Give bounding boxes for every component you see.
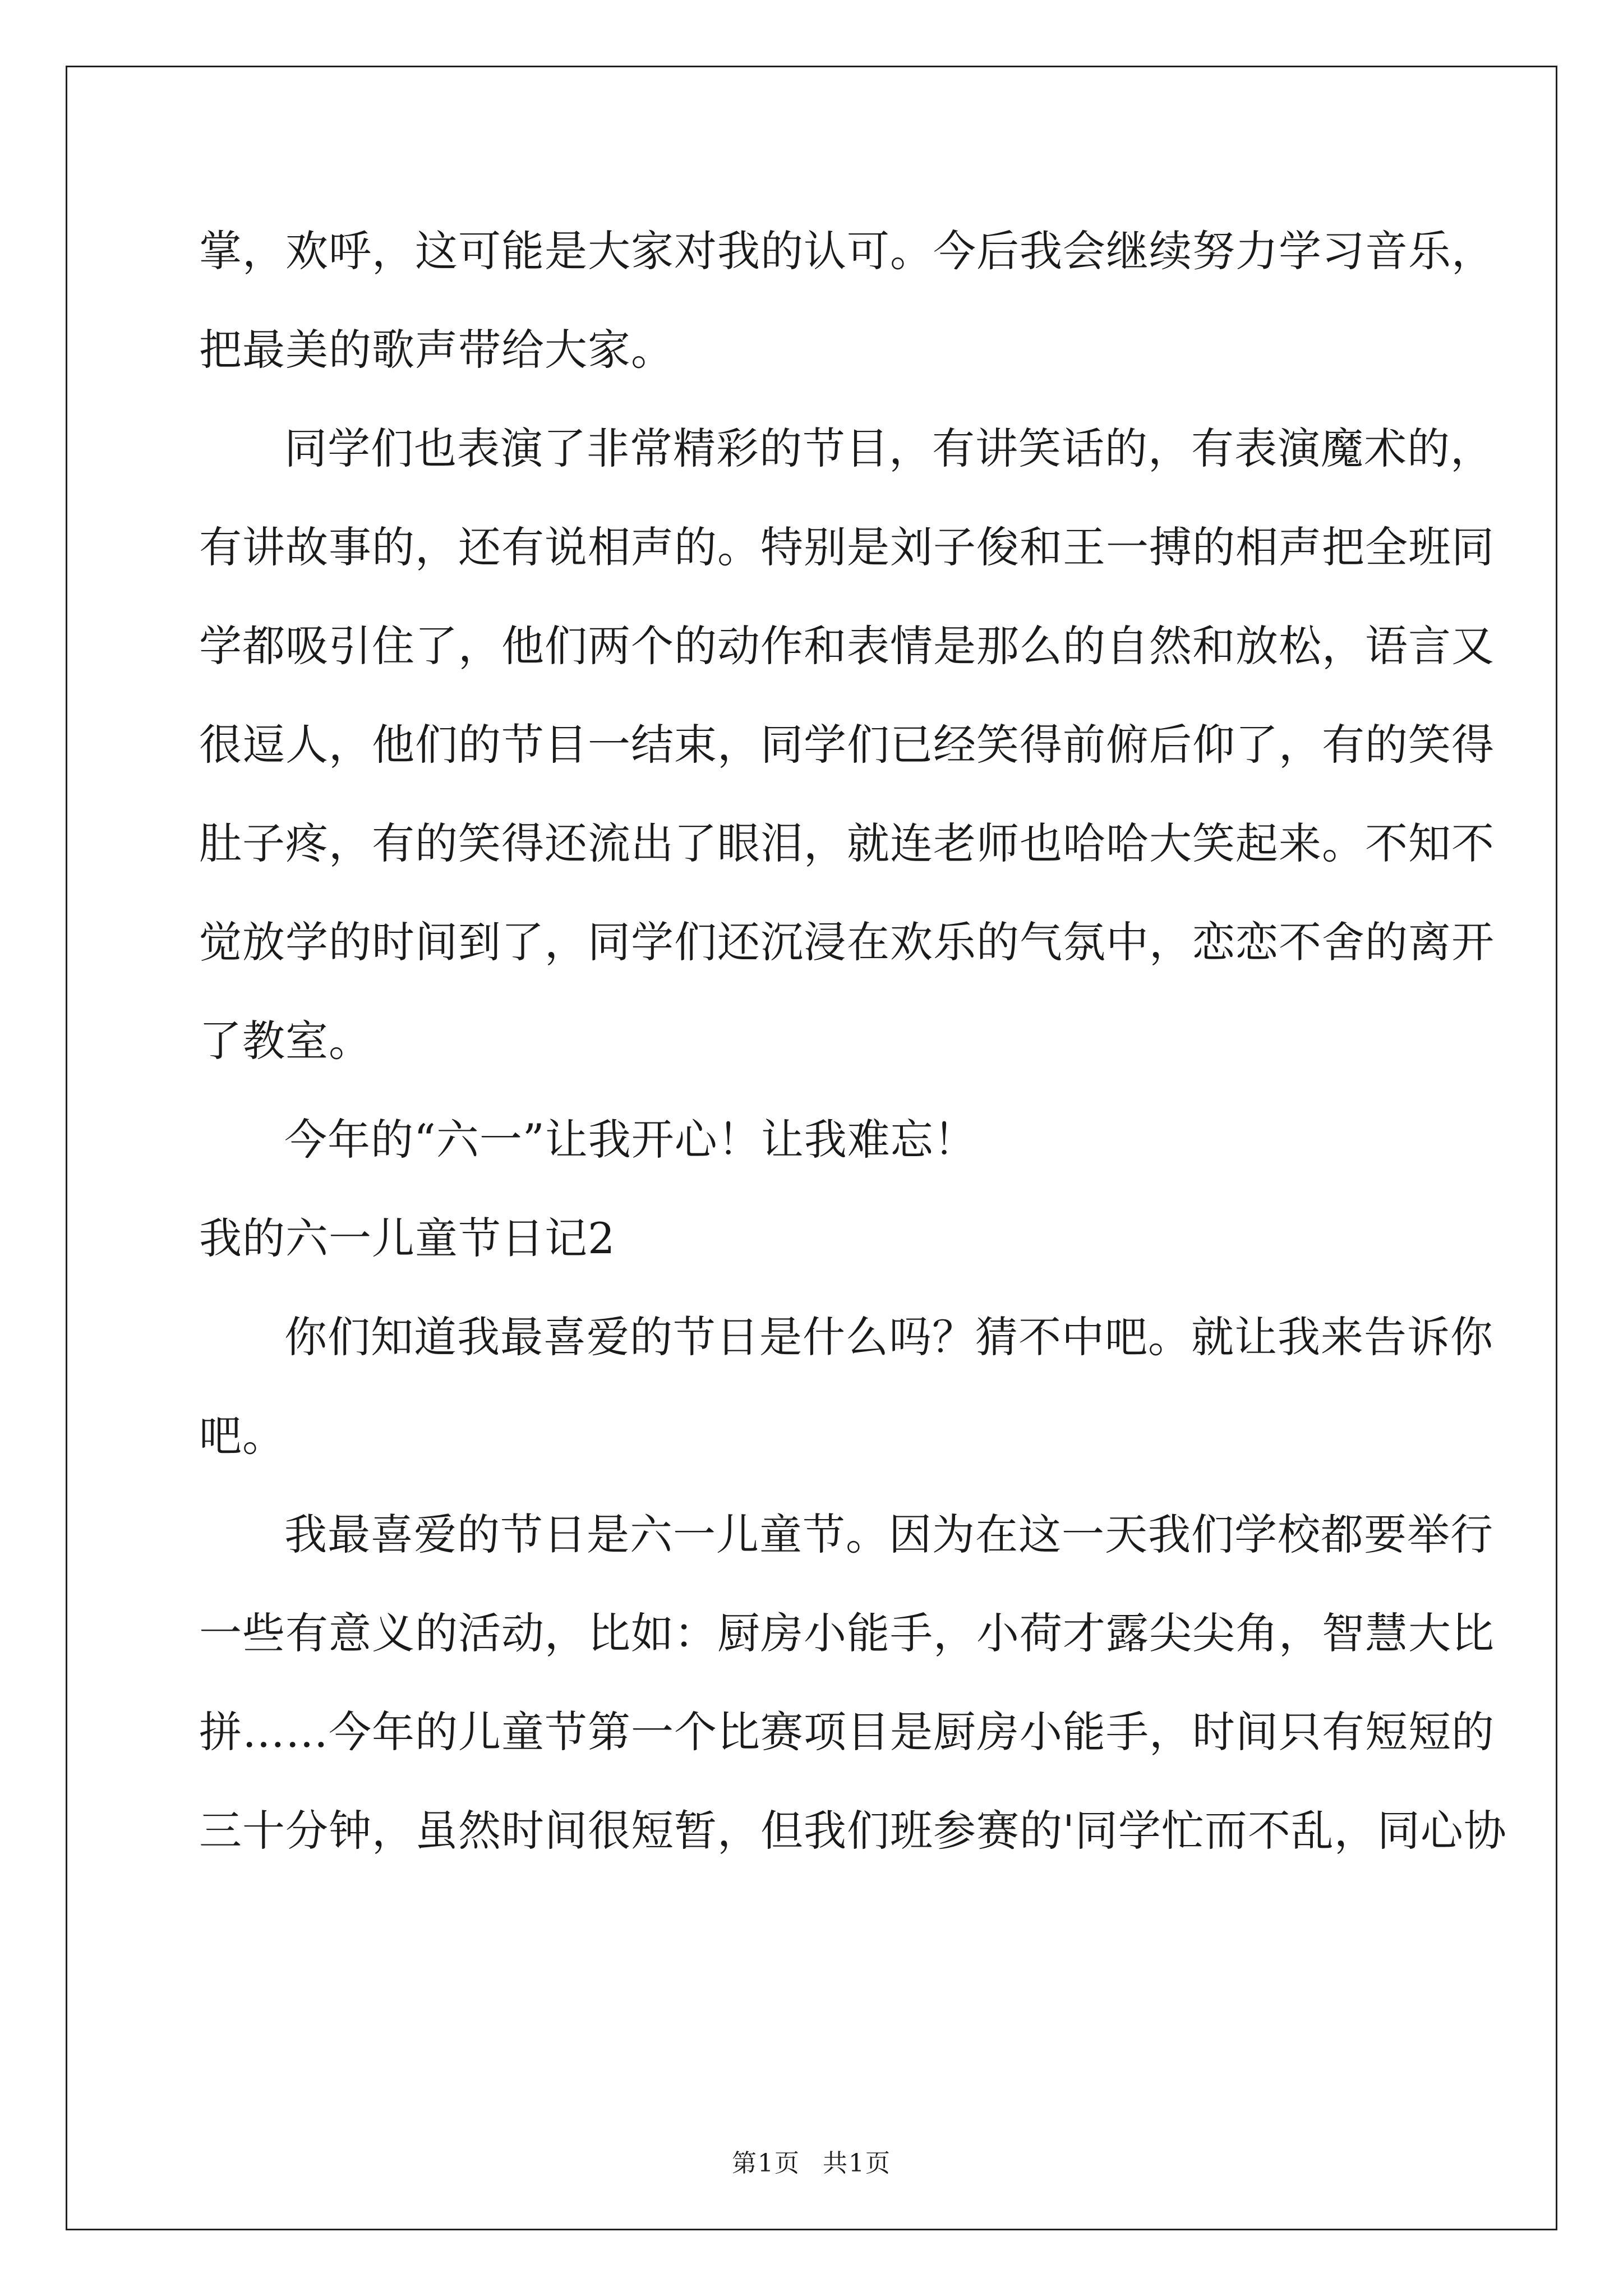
text-line: 我最喜爱的节日是六一儿童节。因为在这一天我们学校都要举行 bbox=[284, 1510, 1493, 1559]
text-line: 很逗人，他们的节目一结束，同学们已经笑得前俯后仰了，有的笑得 bbox=[199, 720, 1495, 770]
page-footer bbox=[0, 2143, 1623, 2179]
text-line: 吧。 bbox=[199, 1411, 285, 1461]
text-line: 三十分钟，虽然时间很短暂，但我们班参赛的'同学忙而不乱，同心协 bbox=[199, 1806, 1507, 1856]
text-line: 同学们也表演了非常精彩的节目，有讲笑话的，有表演魔术的， bbox=[284, 424, 1493, 473]
text-line: 掌，欢呼，这可能是大家对我的认可。今后我会继续努力学习音乐， bbox=[199, 226, 1495, 276]
text-line: 拼……今年的儿童节第一个比赛项目是厨房小能手，时间只有短短的 bbox=[199, 1707, 1495, 1757]
text-line: 肚子疼，有的笑得还流出了眼泪，就连老师也哈哈大笑起来。不知不 bbox=[199, 818, 1495, 868]
page-number: 第1页 bbox=[732, 2149, 800, 2178]
text-line: 有讲故事的，还有说相声的。特别是刘子俊和王一搏的相声把全班同 bbox=[199, 522, 1495, 572]
text-line: 一些有意义的活动，比如：厨房小能手，小荷才露尖尖角，智慧大比 bbox=[199, 1608, 1495, 1658]
text-line: 觉放学的时间到了，同学们还沉浸在欢乐的气氛中，恋恋不舍的离开 bbox=[199, 917, 1495, 967]
page-total: 共1页 bbox=[823, 2149, 891, 2178]
text-line: 了教室。 bbox=[199, 1016, 372, 1066]
text-line: 学都吸引住了，他们两个的动作和表情是那么的自然和放松，语言又 bbox=[199, 621, 1495, 671]
text-line: 你们知道我最喜爱的节日是什么吗？猜不中吧。就让我来告诉你 bbox=[284, 1312, 1493, 1362]
document-body bbox=[199, 202, 1507, 1880]
text-line: 把最美的歌声带给大家。 bbox=[199, 325, 674, 375]
section-heading: 我的六一儿童节日记2 bbox=[199, 1213, 616, 1263]
text-line: 今年的“六一”让我开心！让我难忘！ bbox=[284, 1115, 977, 1165]
